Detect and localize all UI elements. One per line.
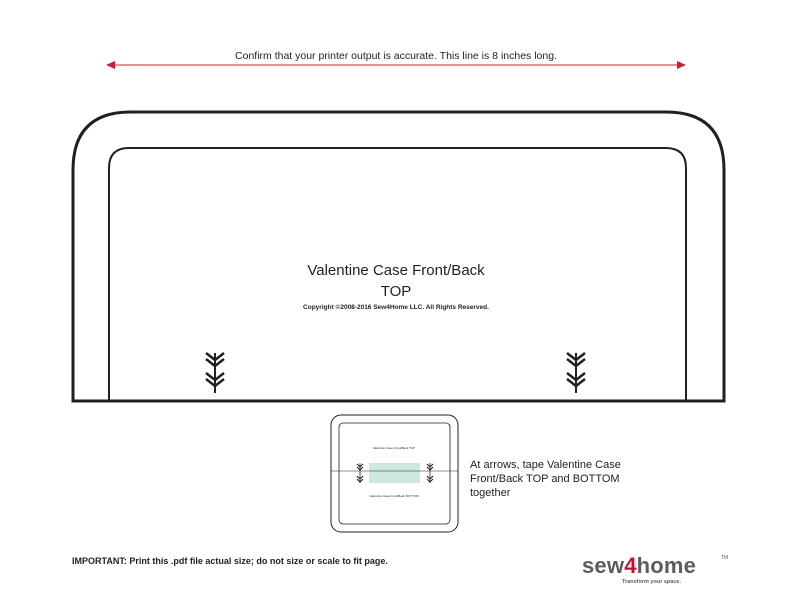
alignment-arrow-icon xyxy=(567,353,585,393)
pattern-subtitle: TOP xyxy=(380,283,412,300)
logo-word-suffix: home xyxy=(636,553,697,578)
calibration-text: Confirm that your printer output is accurate. This line is 8 inches long. xyxy=(235,50,557,62)
logo-trademark: TM xyxy=(721,555,729,561)
logo-wordmark xyxy=(582,553,696,579)
assembly-diagram xyxy=(331,415,458,532)
logo-word-digit: 4 xyxy=(624,553,637,578)
copyright-text: Copyright ©2008-2016 Sew4Home LLC. All Rights Reserved. xyxy=(303,304,489,311)
calibration-line xyxy=(106,61,686,69)
mini-top-label: Valentine Case Front/Back TOP xyxy=(372,446,416,450)
overlap-zone xyxy=(369,463,420,483)
mini-bottom-label: Valentine Case Front/Back BOTTOM xyxy=(369,494,419,498)
outer-cut-line xyxy=(73,112,724,401)
alignment-arrow-icon xyxy=(206,353,224,393)
logo-word-prefix: sew xyxy=(582,553,625,578)
sew4home-logo xyxy=(582,553,732,593)
instruction-text: At arrows, tape Valentine Case Front/Back TOP and BOTTOM together xyxy=(470,459,621,499)
pattern-title: Valentine Case Front/Back xyxy=(307,262,485,279)
important-note: IMPORTANT: Print this .pdf file actual size; do not size or scale to fit page. xyxy=(72,556,388,566)
logo-tagline: Transform your space. xyxy=(622,579,681,585)
